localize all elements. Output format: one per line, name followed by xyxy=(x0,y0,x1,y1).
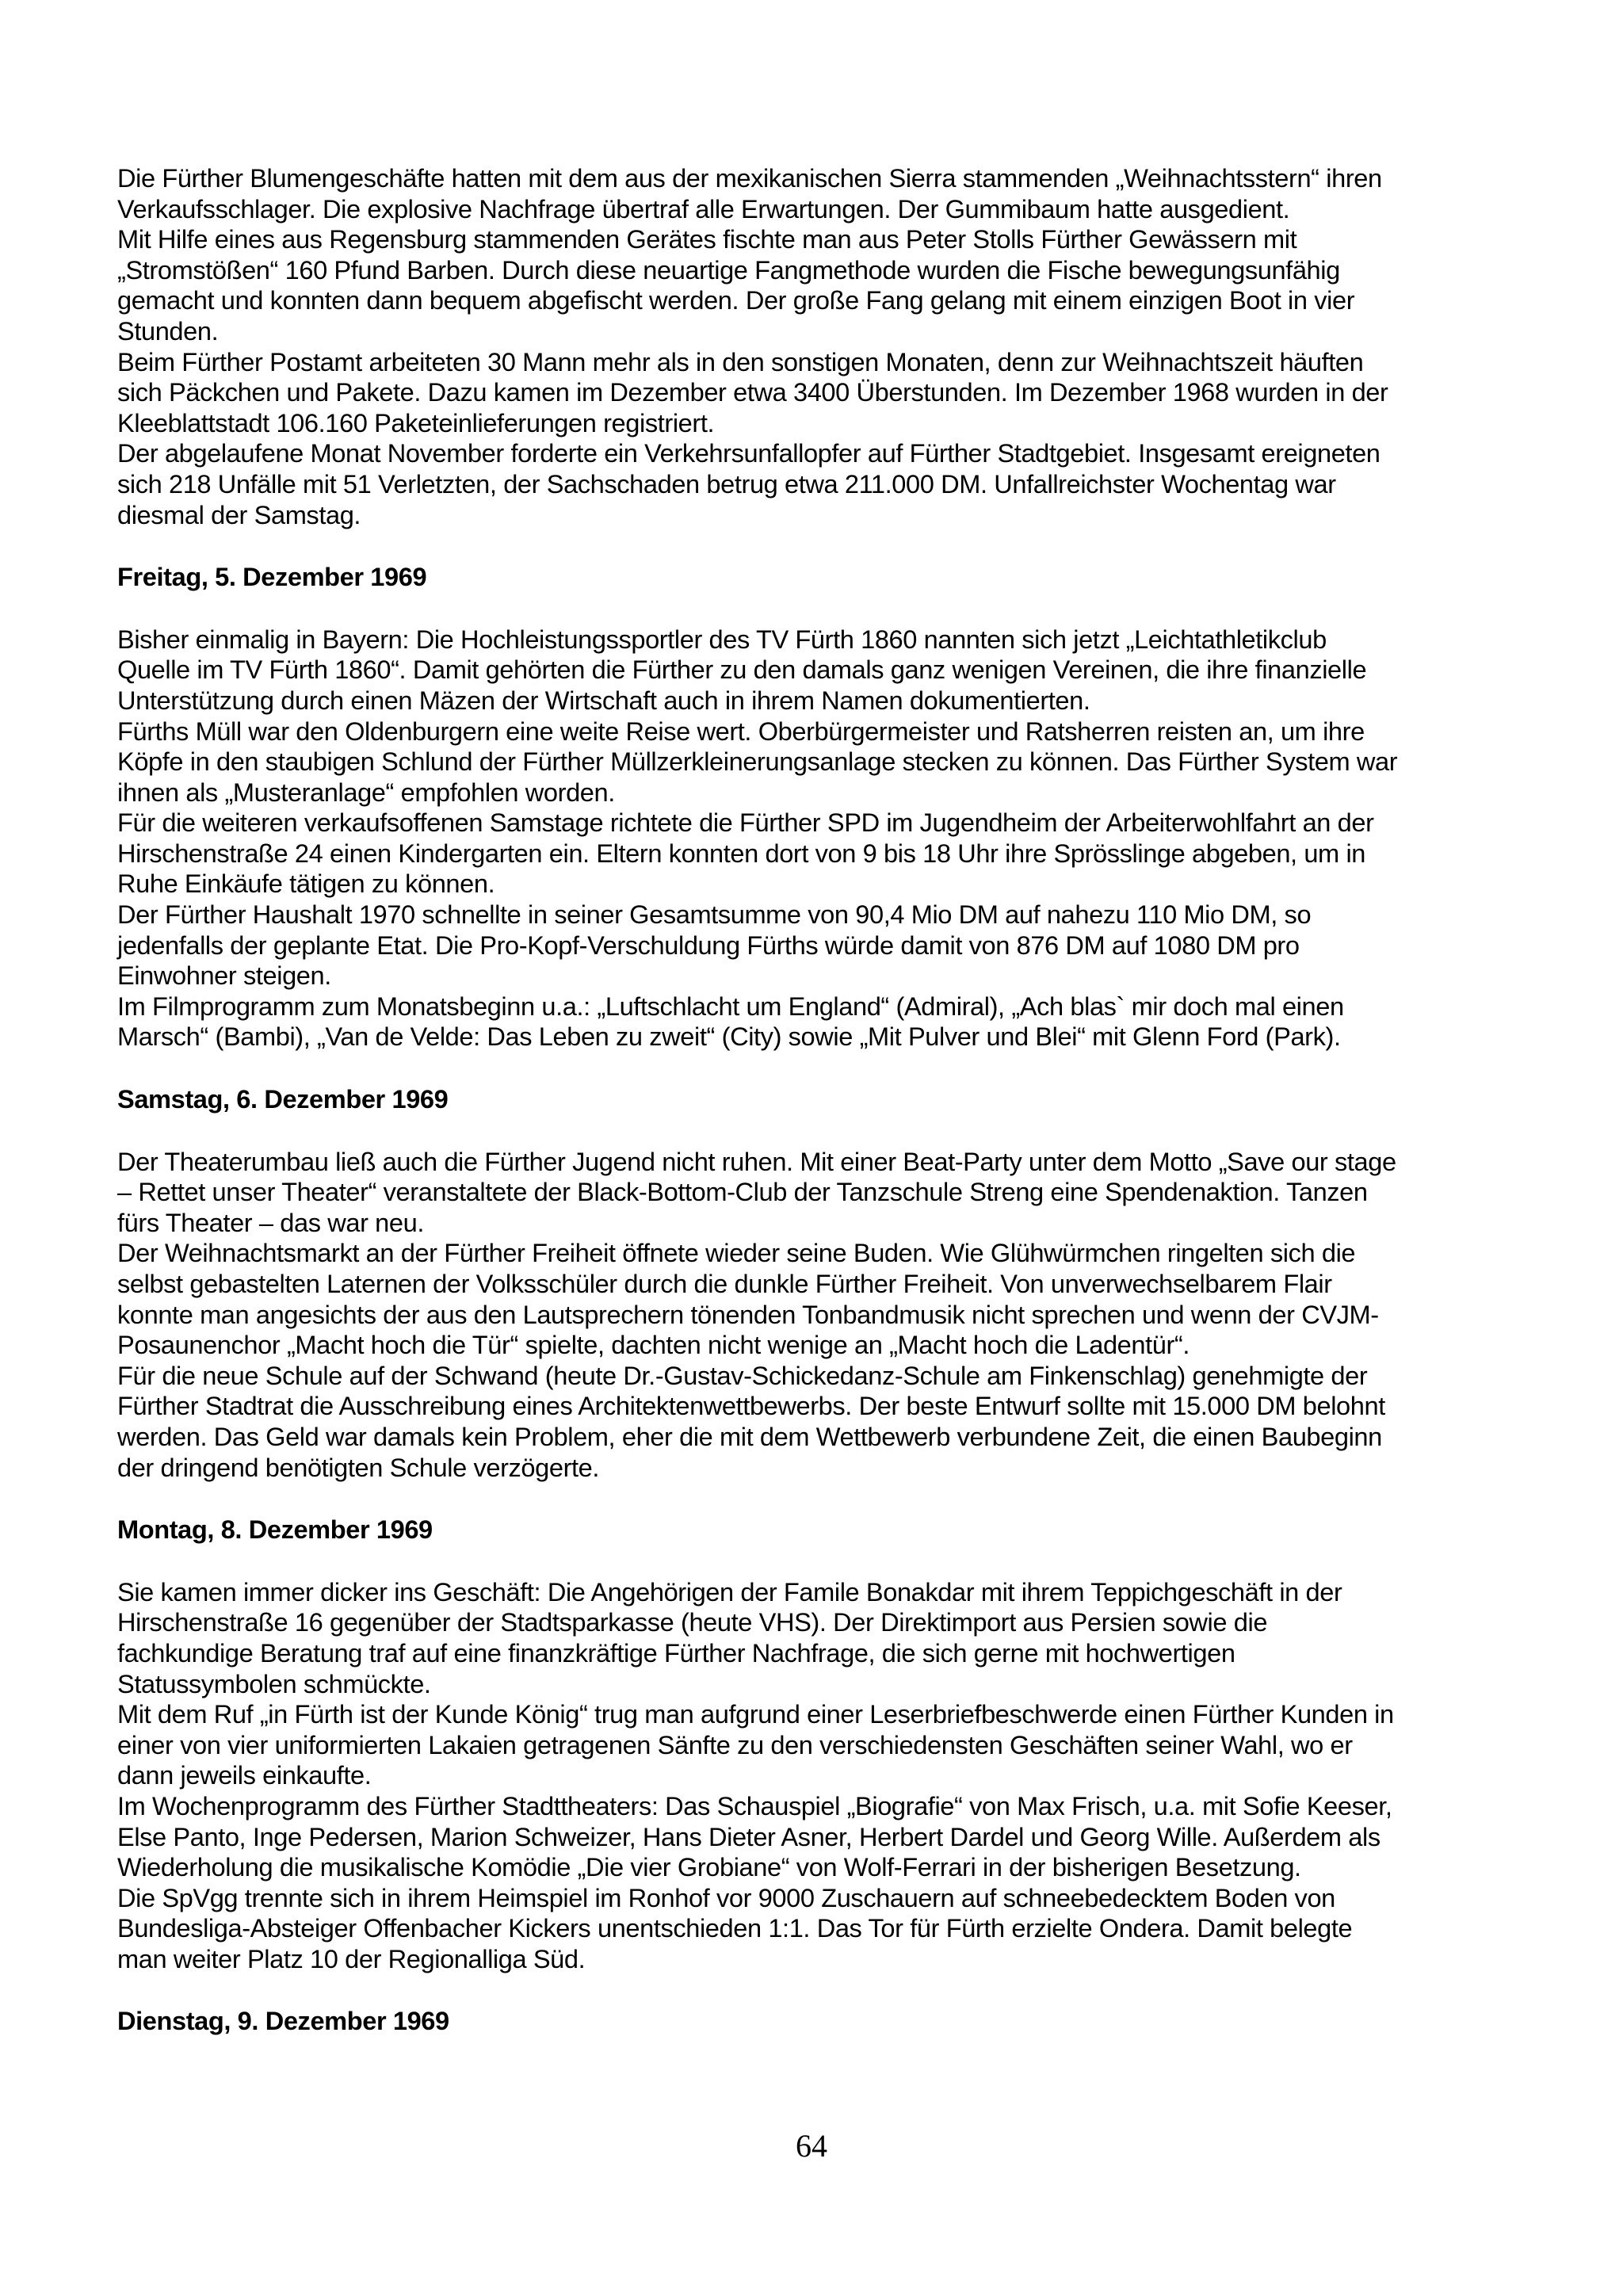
text-line: Die SpVgg trennte sich in ihrem Heimspiel im Ronhof vor 9000 Zuschauern auf schneebedecktem Boden von xyxy=(117,1882,1335,1912)
text-line: konnte man angesichts der aus den Lautsprechern tönenden Tonbandmusik nicht sprechen und wenn der CVJM- xyxy=(117,1299,1379,1329)
section-heading: Dienstag, 9. Dezember 1969 xyxy=(117,2006,449,2036)
text-line: Die Fürther Blumengeschäfte hatten mit dem aus der mexikanischen Sierra stammenden „Weihnachtsstern“ ihren xyxy=(117,163,1382,193)
text-line: Der Theaterumbau ließ auch die Fürther Jugend nicht ruhen. Mit einer Beat-Party unter dem Motto „Save our stage xyxy=(117,1146,1396,1176)
text-line: Wiederholung die musikalische Komödie „Die vier Grobiane“ von Wolf-Ferrari in der bisherigen Besetzung. xyxy=(117,1852,1301,1882)
document-page xyxy=(117,163,1520,2069)
text-line: Im Wochenprogramm des Fürther Stadttheaters: Das Schauspiel „Biografie“ von Max Frisch, u.a. mit Sofie Keeser, xyxy=(117,1790,1392,1820)
text-line: Sie kamen immer dicker ins Geschäft: Die Angehörigen der Famile Bonakdar mit ihrem Teppichgeschäft in der xyxy=(117,1576,1342,1606)
section-samstag-6-dezember xyxy=(117,1084,1520,1483)
text-line: Posaunenchor „Macht hoch die Tür“ spielte, dachten nicht wenige an „Macht hoch die Ladentür“. xyxy=(117,1330,1190,1360)
text-line: ihnen als „Musteranlage“ empfohlen worden. xyxy=(117,777,615,807)
intro-block xyxy=(117,163,1520,530)
text-line: jedenfalls der geplante Etat. Die Pro-Kopf-Verschuldung Fürths würde damit von 876 DM auf 1080 DM pro xyxy=(117,930,1300,960)
section-freitag-5-dezember xyxy=(117,562,1520,1052)
text-line: dann jeweils einkaufte. xyxy=(117,1760,372,1790)
text-line: Hirschenstraße 24 einen Kindergarten ein. Eltern konnten dort von 9 bis 18 Uhr ihre Sprösslinge abgeben, um in xyxy=(117,838,1365,868)
text-line: diesmal der Samstag. xyxy=(117,499,361,529)
text-line: werden. Das Geld war damals kein Problem, eher die mit dem Wettbewerb verbundene Zeit, die einen Baubeginn xyxy=(117,1421,1382,1451)
section-montag-8-dezember xyxy=(117,1515,1520,1974)
text-line: selbst gebastelten Laternen der Volksschüler durch die dunkle Fürther Freiheit. Von unverwechselbarem Flair xyxy=(117,1269,1332,1298)
text-line: Verkaufsschlager. Die explosive Nachfrage übertraf alle Erwartungen. Der Gummibaum hatte ausgedient. xyxy=(117,193,1290,223)
text-line: Einwohner steigen. xyxy=(117,961,331,991)
text-line: fürs Theater – das war neu. xyxy=(117,1207,424,1237)
text-line: gemacht und konnten dann bequem abgefischt werden. Der große Fang gelang mit einem einzigen Boot in vier xyxy=(117,285,1355,315)
text-line: Fürths Müll war den Oldenburgern eine weite Reise wert. Oberbürgermeister und Ratsherren reisten an, um ihre xyxy=(117,716,1365,746)
text-line: Mit dem Ruf „in Fürth ist der Kunde König“ trug man aufgrund einer Leserbriefbeschwerde einen Fürther Kunden in xyxy=(117,1699,1394,1729)
text-line: Fürther Stadtrat die Ausschreibung eines Architektenwettbewerbs. Der beste Entwurf sollte mit 15.000 DM belohnt xyxy=(117,1391,1385,1421)
text-line: Stunden. xyxy=(117,315,219,346)
text-line: „Stromstößen“ 160 Pfund Barben. Durch diese neuartige Fangmethode wurden die Fische bewegungsunfähig xyxy=(117,254,1340,285)
text-line: Der abgelaufene Monat November forderte ein Verkehrsunfallopfer auf Fürther Stadtgebiet. Insgesamt ereigneten xyxy=(117,438,1381,468)
text-line: fachkundige Beratung traf auf eine finanzkräftige Fürther Nachfrage, die sich gerne mit hochwertigen xyxy=(117,1637,1235,1668)
text-line: Marsch“ (Bambi), „Van de Velde: Das Leben zu zweit“ (City) sowie „Mit Pulver und Blei“ mit Glenn Ford (Park). xyxy=(117,1022,1341,1052)
page-number: 64 xyxy=(796,2128,827,2164)
text-line: Kleeblattstadt 106.160 Paketeinlieferungen registriert. xyxy=(117,407,715,437)
text-line: Mit Hilfe eines aus Regensburg stammenden Gerätes fischte man aus Peter Stolls Fürther Gewässern mit xyxy=(117,224,1297,254)
text-line: Köpfe in den staubigen Schlund der Fürther Müllzerkleinerungsanlage stecken zu können. Das Fürther System war xyxy=(117,747,1398,777)
section-heading: Samstag, 6. Dezember 1969 xyxy=(117,1084,449,1114)
text-line: Hirschenstraße 16 gegenüber der Stadtsparkasse (heute VHS). Der Direktimport aus Persien sowie die xyxy=(117,1607,1268,1637)
text-line: Der Fürther Haushalt 1970 schnellte in seiner Gesamtsumme von 90,4 Mio DM auf nahezu 110 Mio DM, so xyxy=(117,900,1312,930)
text-line: Beim Fürther Postamt arbeiteten 30 Mann mehr als in den sonstigen Monaten, denn zur Weihnachtszeit häuften xyxy=(117,346,1364,376)
text-line: sich 218 Unfälle mit 51 Verletzten, der Sachschaden betrug etwa 211.000 DM. Unfallreichster Wochentag war xyxy=(117,468,1336,499)
section-heading: Freitag, 5. Dezember 1969 xyxy=(117,562,427,592)
text-line: einer von vier uniformierten Lakaien getragenen Sänfte zu den verschiedensten Geschäften seiner Wahl, wo er xyxy=(117,1729,1353,1759)
text-line: sich Päckchen und Pakete. Dazu kamen im Dezember etwa 3400 Überstunden. Im Dezember 1968 wurden in der xyxy=(117,377,1388,407)
section-dienstag-9-dezember xyxy=(117,2006,1520,2037)
text-line: Ruhe Einkäufe tätigen zu können. xyxy=(117,869,495,899)
text-line: Bisher einmalig in Bayern: Die Hochleistungssportler des TV Fürth 1860 nannten sich jetzt „Leichtathletikclub xyxy=(117,624,1327,654)
text-line: Else Panto, Inge Pedersen, Marion Schweizer, Hans Dieter Asner, Herbert Dardel und Georg Wille. Außerdem als xyxy=(117,1821,1381,1851)
text-line: Statussymbolen schmückte. xyxy=(117,1668,431,1698)
text-line: Quelle im TV Fürth 1860“. Damit gehörten die Fürther zu den damals ganz wenigen Vereinen, die ihre finanzielle xyxy=(117,655,1367,685)
text-line: Im Filmprogramm zum Monatsbeginn u.a.: „Luftschlacht um England“ (Admiral), „Ach blas` mir doch mal einen xyxy=(117,991,1344,1021)
text-line: Für die weiteren verkaufsoffenen Samstage richtete die Fürther SPD im Jugendheim der Arbeiterwohlfahrt an der xyxy=(117,808,1374,838)
text-line: – Rettet unser Theater“ veranstaltete der Black-Bottom-Club der Tanzschule Streng eine Spendenaktion. Tanzen xyxy=(117,1177,1368,1207)
text-line: Unterstützung durch einen Mäzen der Wirtschaft auch in ihrem Namen dokumentierten. xyxy=(117,685,1090,715)
text-line: der dringend benötigten Schule verzögerte. xyxy=(117,1452,600,1482)
text-line: Der Weihnachtsmarkt an der Fürther Freiheit öffnete wieder seine Buden. Wie Glühwürmchen ringelten sich die xyxy=(117,1238,1356,1268)
text-line: man weiter Platz 10 der Regionalliga Süd. xyxy=(117,1943,586,1973)
section-heading: Montag, 8. Dezember 1969 xyxy=(117,1515,433,1545)
text-line: Für die neue Schule auf der Schwand (heute Dr.-Gustav-Schickedanz-Schule am Finkenschlag) genehmigte der xyxy=(117,1360,1368,1390)
text-line: Bundesliga-Absteiger Offenbacher Kickers unentschieden 1:1. Das Tor für Fürth erzielte Ondera. Damit belegte xyxy=(117,1913,1353,1943)
